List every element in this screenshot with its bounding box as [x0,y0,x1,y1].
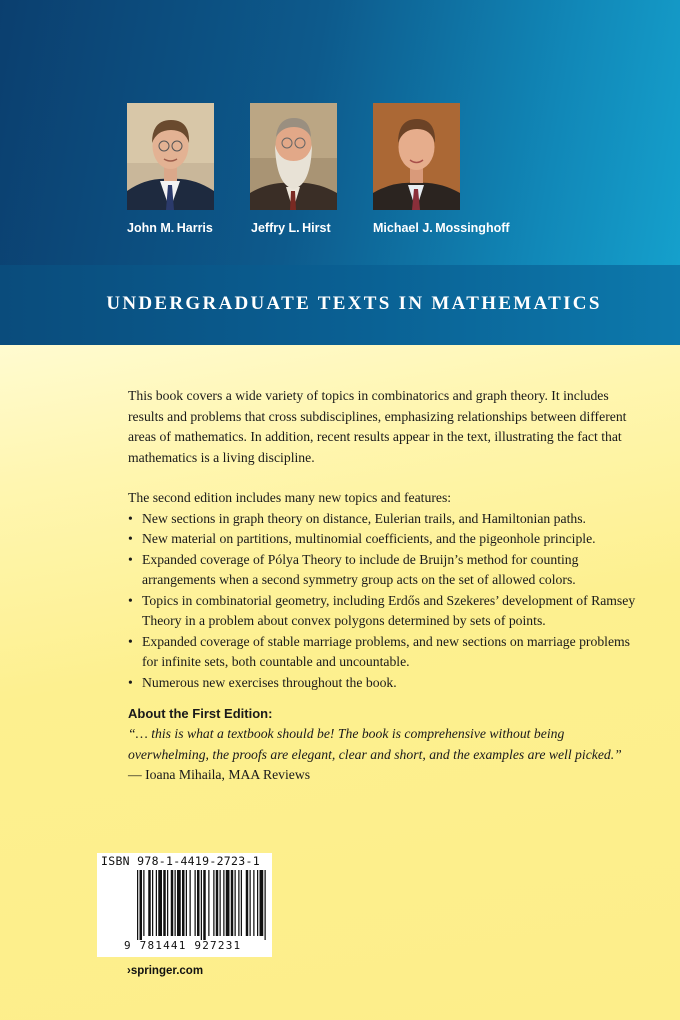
barcode-bar [182,870,185,936]
barcode-bar [241,870,242,936]
barcode-bar [235,870,236,936]
header-band [0,0,680,265]
barcode-bar [238,870,239,936]
author-name-mossinghoff: Michael J. Mossinghoff [373,221,510,235]
barcode-bar [167,870,168,936]
barcode-bars-graphic [97,870,272,942]
barcode-bar [137,870,138,940]
barcode-bar [203,870,206,940]
features-list [128,509,640,694]
barcode-digits: 9 781441 927231 [124,939,242,952]
description-paragraph: This book covers a wide variety of topics in combinatorics and graph theory. It includes results and problems that cross subdisciplines, emphasizing relationships between different areas of mathematics. In addition, recent results appear in the text, illustrating the fact that mathematics is a living discipline. [128,388,627,465]
feature-item: • Topics in combinatorial geometry, including Erdős and Szekeres’ development of Ramsey Theory in a problem about convex polygons determined by sets of points. [128,591,640,632]
barcode-bar [253,870,254,936]
series-title: UNDERGRADUATE TEXTS IN MATHEMATICS [106,293,602,314]
barcode-bar [190,870,191,936]
quote-source: — Ioana Mihaila, MAA Reviews [128,767,311,782]
feature-item: • Numerous new exercises throughout the book. [128,673,640,694]
barcode-bar [195,870,196,936]
author-name-harris: John M. Harris [127,221,213,235]
barcode-bar [158,870,162,936]
barcode-bar [257,870,258,936]
barcode-bar [250,870,251,936]
barcode-bar [226,870,230,936]
barcode-bar [186,870,187,936]
isbn-barcode [97,853,272,957]
barcode-bar [148,870,151,936]
author-name-hirst: Jeffry L. Hirst [251,221,331,235]
barcode-bar [246,870,249,936]
barcode-bar [265,870,266,940]
author-photo-hirst [250,103,337,210]
barcode-bar [216,870,219,936]
barcode-bar [171,870,174,936]
barcode-bar [231,870,234,936]
barcode-bar [143,870,144,936]
author-photo-mossinghoff [373,103,460,210]
barcode-bar [220,870,221,936]
barcode-bar [152,870,153,936]
barcode-bar [201,870,202,940]
author-photo-harris [127,103,214,210]
barcode-bar [175,870,176,936]
barcode-bar [213,870,214,936]
feature-item: • Expanded coverage of stable marriage problems, and new sections on marriage problems for infinite sets, both countable and uncountable. [128,632,640,673]
barcode-bar [156,870,157,936]
review-quote: “… this is what a textbook should be! The book is comprehensive without being overwhelming, the proofs are elegant, clear and short, and the examples are well picked.” [128,726,622,762]
feature-item: • Expanded coverage of Pólya Theory to include de Bruijn’s method for counting arrangements when a second symmetry group acts on the set of allowed colors. [128,550,640,591]
about-heading: About the First Edition: [128,706,273,721]
publisher-link[interactable]: ›springer.com [127,965,204,977]
barcode-bar [260,870,264,936]
features-intro: The second edition includes many new topics and features: [128,490,452,505]
back-cover-text [128,386,640,786]
barcode-bar [223,870,224,936]
barcode-bar [197,870,200,936]
barcode-bar [177,870,181,936]
feature-item: • New material on partitions, multinomial coefficients, and the pigeonhole principle. [128,529,640,550]
barcode-bar [163,870,166,936]
barcode-bar [208,870,209,936]
isbn-label: ISBN 978-1-4419-2723-1 [101,854,260,868]
feature-item: • New sections in graph theory on distance, Eulerian trails, and Hamiltonian paths. [128,509,640,530]
barcode-bar [140,870,143,940]
